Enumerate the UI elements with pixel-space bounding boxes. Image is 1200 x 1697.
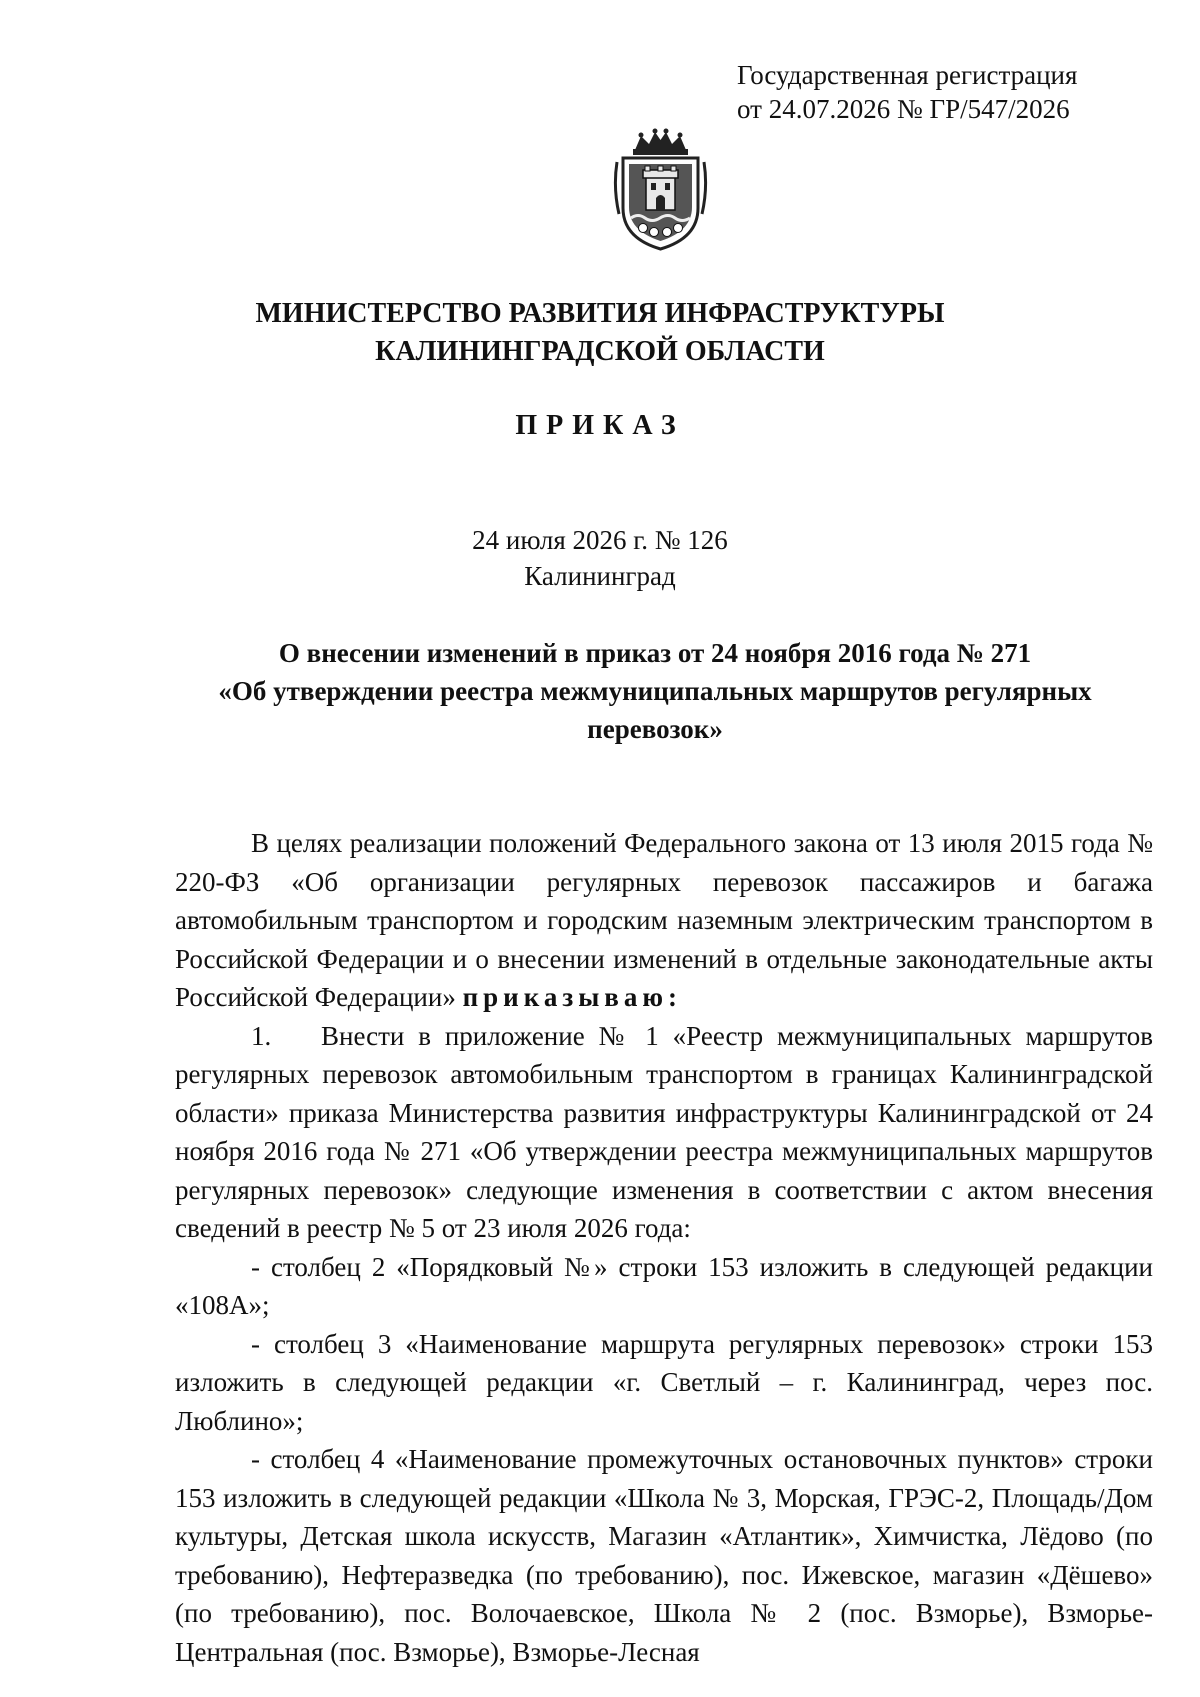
item-1-number: 1. [251, 1020, 272, 1051]
state-registration-stamp [737, 58, 1077, 126]
change-3-paragraph: - столбец 4 «Наименование промежуточных остановочных пунктов» строки 153 изложить в следующей редакции «Школа № 3, Морская, ГРЭС-2, Площадь/Дом культуры, Детская школа искусств, Магазин «Атлантик», Химчистка, Лёдово (по требованию), Нефтеразведка (по требованию), пос. Ижевское, магазин «Дёшево» (по требованию), пос. Волочаевское, Школа № 2 (пос. Взморье), Взморье-Центральная (пос. Взморье), Взморье-Лесная [175, 1444, 1153, 1667]
order-city: Калининград [524, 561, 676, 591]
subject-line-2: «Об утверждении реестра межмуниципальных маршрутов регулярных [218, 676, 1092, 706]
registration-line-1: Государственная регистрация [737, 60, 1078, 90]
order-verb: приказываю: [462, 982, 682, 1012]
change-2-paragraph: - столбец 3 «Наименование маршрута регулярных перевозок» строки 153 изложить в следующей редакции «г. Светлый – г. Калининград, через пос. Люблино»; [175, 1328, 1153, 1436]
registration-line-2: от 24.07.2026 № ГР/547/2026 [737, 94, 1070, 124]
change-1-paragraph: - столбец 2 «Порядковый №» строки 153 изложить в следующей редакции «108А»; [175, 1251, 1153, 1320]
item-1-paragraph [175, 1017, 1153, 1248]
preamble-paragraph [175, 824, 1153, 1017]
ministry-header [150, 295, 1050, 371]
preamble-text: В целях реализации положений Федерального закона от 13 июля 2015 года № 220-ФЗ «Об организации регулярных перевозок пассажиров и багажа автомобильным транспортом и городским наземным электрическим транспортом в Российской Федерации и о внесении изменений в отдельные законодательные акты Российской Федерации» [175, 828, 1153, 1012]
subject-line-1: О внесении изменений в приказ от 24 ноября 2016 года № 271 [278, 638, 1032, 668]
item-1-text: Внести в приложение № 1 «Реестр межмуниципальных маршрутов регулярных перевозок автомобильным транспортом в границах Калининградской области» приказа Министерства развития инфраструктуры Калининградской от 24 ноября 2016 года № 271 «Об утверждении реестра межмуниципальных маршрутов регулярных перевозок» следующие изменения в соответствии с актом внесения сведений в реестр № 5 от 23 июля 2026 года: [175, 1020, 1153, 1243]
ministry-line-2: КАЛИНИНГРАДСКОЙ ОБЛАСТИ [375, 336, 825, 367]
order-date-number: 24 июля 2026 г. № 126 [472, 525, 728, 555]
order-subject [170, 634, 1140, 748]
kaliningrad-coat-of-arms-icon [613, 128, 708, 252]
document-type-title: ПРИКАЗ [515, 410, 685, 441]
ministry-line-1: МИНИСТЕРСТВО РАЗВИТИЯ ИНФРАСТРУКТУРЫ [255, 298, 945, 329]
subject-line-3: перевозок» [587, 714, 723, 744]
order-body [175, 824, 1153, 1671]
